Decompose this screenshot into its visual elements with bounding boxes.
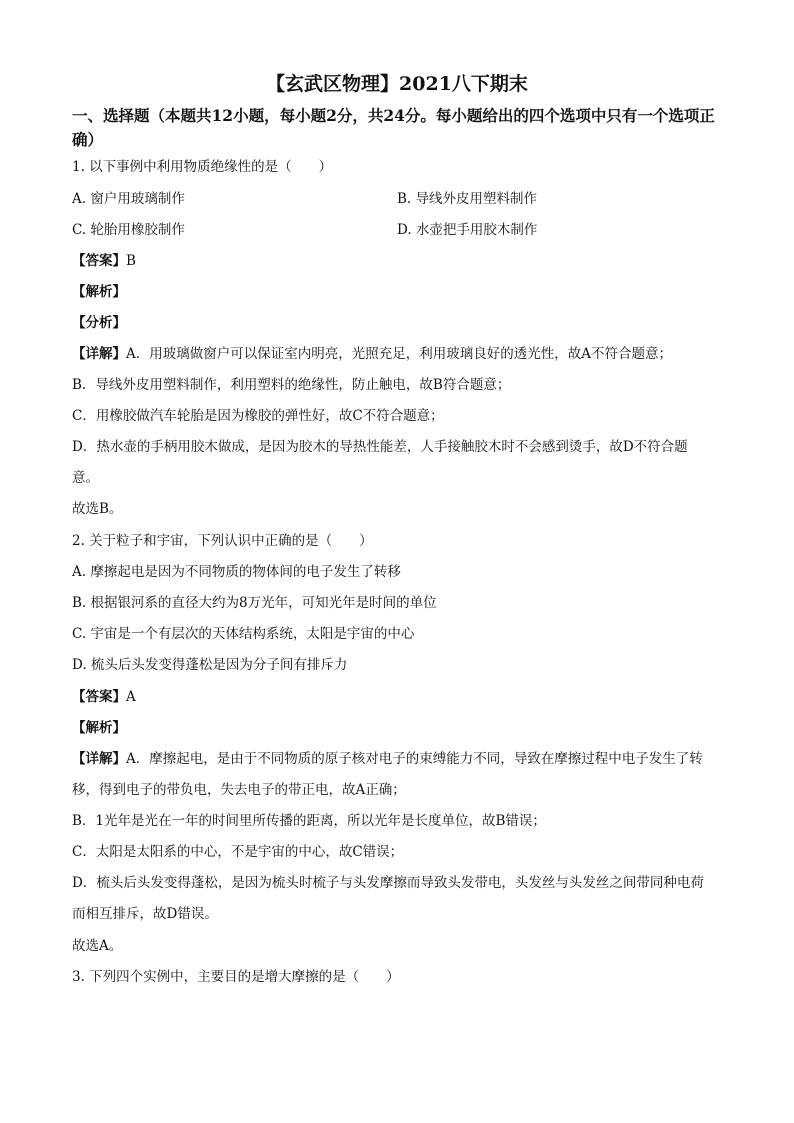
page-title: 【玄武区物理】2021八下期末 <box>266 73 528 95</box>
fenxi-tag: 【分析】 <box>72 315 126 331</box>
q2-detail-c: C．太阳是太阳系的中心，不是宇宙的中心，故C错误； <box>72 844 404 860</box>
q2-detail-d: D．梳头后头发变得蓬松，是因为梳头时梳子与头发摩擦而导致头发带电，头发丝与头发丝之间带同种电荷 <box>72 875 704 891</box>
q1-detail-c: C．用橡胶做汽车轮胎是因为橡胶的弹性好，故C不符合题意； <box>72 408 444 424</box>
q2-option-c: C. 宇宙是一个有层次的天体结构系统，太阳是宇宙的中心 <box>72 626 415 642</box>
q1-option-d: D. 水壶把手用胶木制作 <box>397 222 538 238</box>
q1-detail-d-cont: 意。 <box>72 470 99 486</box>
answer-value: B <box>126 253 136 269</box>
q1-option-b: B. 导线外皮用塑料制作 <box>397 191 538 207</box>
q1-detail-d: D．热水壶的手柄用胶木做成，是因为胶木的导热性能差，人手接触胶木时不会感到烫手，故D不符合题 <box>72 439 688 455</box>
q1-option-c: C. 轮胎用橡胶制作 <box>72 222 185 238</box>
q1-conclusion: 故选B。 <box>72 501 123 517</box>
q2-option-d: D. 梳头后头发变得蓬松是因为分子间有排斥力 <box>72 657 348 673</box>
detail-text: A．摩擦起电，是由于不同物质的原子核对电子的束缚能力不同，导致在摩擦过程中电子发生了转 <box>126 751 703 767</box>
answer-tag: 【答案】 <box>72 689 126 705</box>
q1-detail-a <box>72 345 724 363</box>
q1-answer-line <box>72 252 724 270</box>
detail-text: A．用玻璃做窗户可以保证室内明亮，光照充足，利用玻璃良好的透光性，故A不符合题意； <box>126 346 672 362</box>
q2-detail-d-cont: 而相互排斥，故D错误。 <box>72 906 218 922</box>
q2-detail-b: B．1光年是光在一年的时间里所传播的距离，所以光年是长度单位，故B错误； <box>72 813 546 829</box>
section-heading: 一、选择题（本题共12小题，每小题2分，共24分。每小题给出的四个选项中只有一个选项正确） <box>72 106 715 149</box>
question-1-stem: 1. 以下事例中利用物质绝缘性的是（ ） <box>72 159 333 175</box>
q1-option-a: A. 窗户用玻璃制作 <box>72 191 185 207</box>
question-2-stem: 2. 关于粒子和宇宙，下列认识中正确的是（ ） <box>72 533 373 549</box>
answer-value: A <box>126 689 136 705</box>
detail-tag: 【详解】 <box>72 751 126 767</box>
q2-answer-line <box>72 688 724 706</box>
answer-tag: 【答案】 <box>72 253 126 269</box>
analysis-tag: 【解析】 <box>72 720 126 736</box>
q2-option-b: B. 根据银河系的直径大约为8万光年，可知光年是时间的单位 <box>72 595 437 611</box>
detail-tag: 【详解】 <box>72 346 126 362</box>
q2-conclusion: 故选A。 <box>72 938 123 954</box>
question-3-stem: 3. 下列四个实例中，主要目的是增大摩擦的是（ ） <box>72 969 400 985</box>
q2-detail-a <box>72 750 724 768</box>
q2-option-a: A. 摩擦起电是因为不同物质的物体间的电子发生了转移 <box>72 564 401 580</box>
analysis-tag: 【解析】 <box>72 284 126 300</box>
q2-detail-a-cont: 移，得到电子的带负电，失去电子的带正电，故A正确； <box>72 782 406 798</box>
q1-detail-b: B．导线外皮用塑料制作，利用塑料的绝缘性，防止触电，故B符合题意； <box>72 377 511 393</box>
